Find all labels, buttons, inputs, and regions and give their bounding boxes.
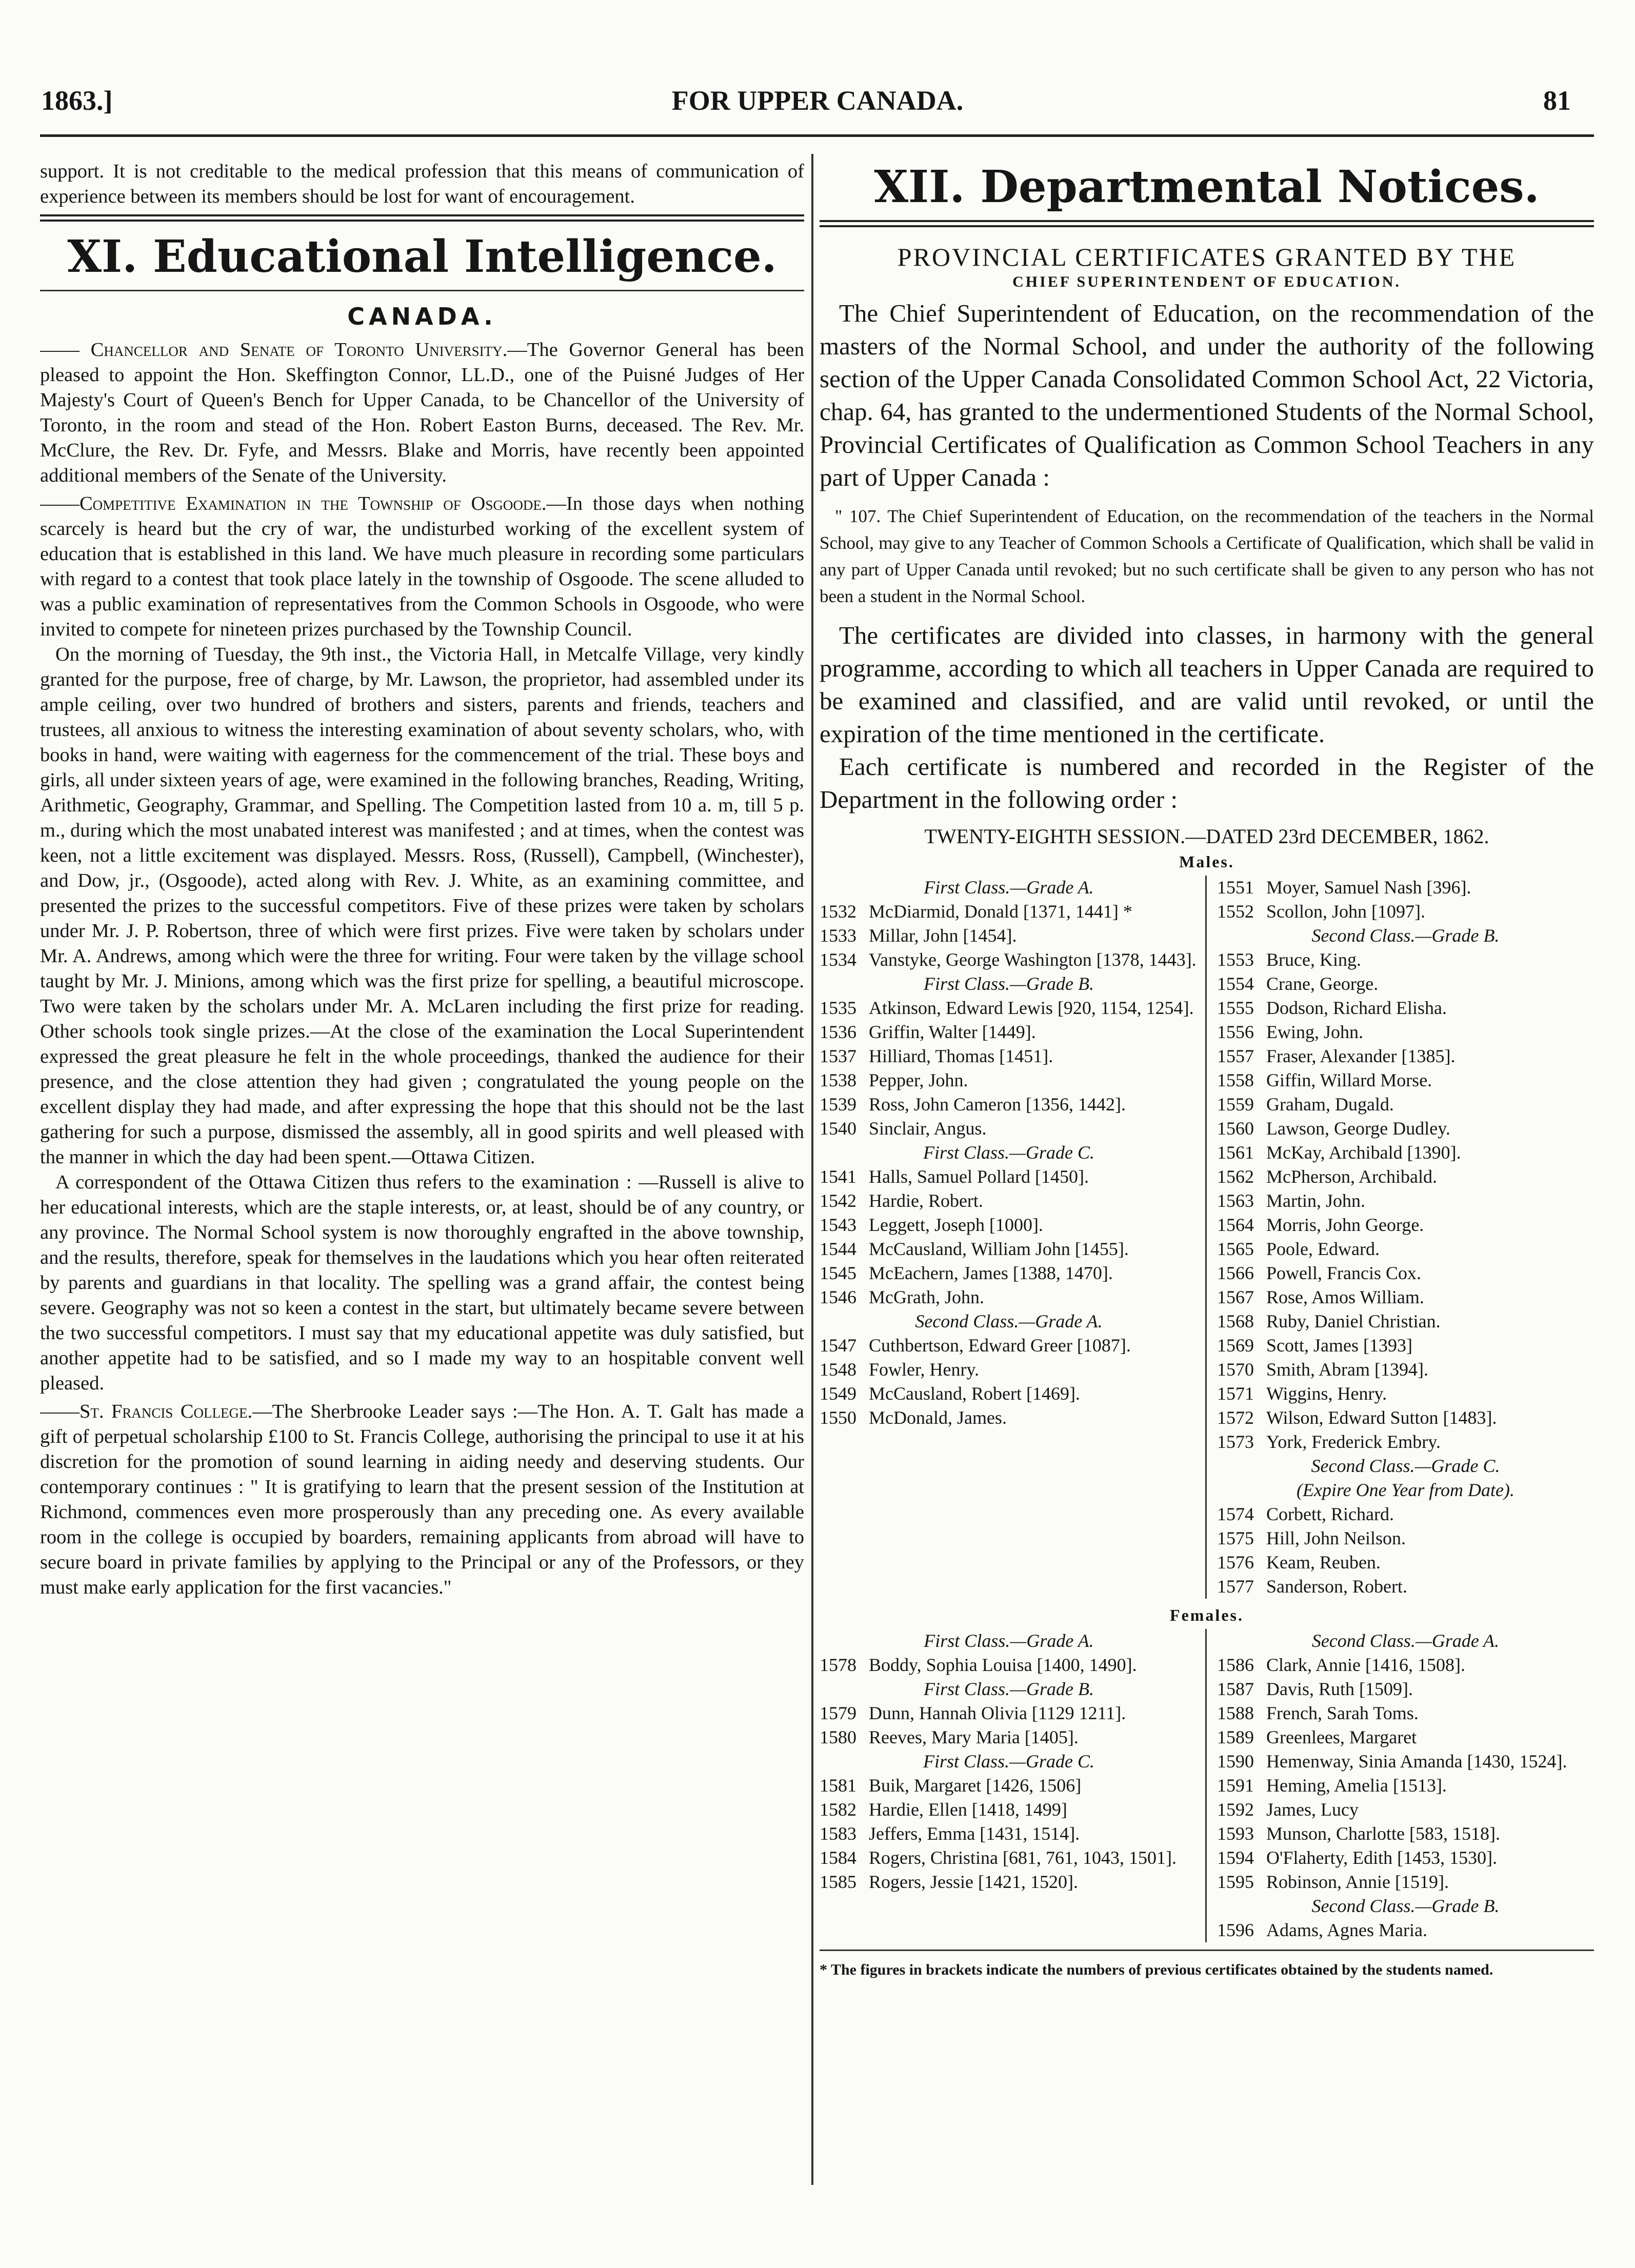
certificate-number: 1589 xyxy=(1217,1727,1254,1747)
student-name: Dunn, Hannah Olivia [1129 1211]. xyxy=(869,1703,1126,1723)
student-name: McDiarmid, Donald [1371, 1441] * xyxy=(869,901,1132,922)
student-name: French, Sarah Toms. xyxy=(1266,1703,1419,1723)
certificate-number: 1570 xyxy=(1217,1359,1254,1380)
student-name: Wilson, Edward Sutton [1483]. xyxy=(1266,1407,1497,1428)
column-divider xyxy=(811,154,813,2185)
student-name: Corbett, Richard. xyxy=(1266,1504,1394,1524)
males-list xyxy=(820,876,1594,1599)
student-name: Dodson, Richard Elisha. xyxy=(1266,998,1447,1018)
males-heading: Males. xyxy=(1179,852,1234,871)
student-name: James, Lucy xyxy=(1266,1799,1359,1820)
student-name: McEachern, James [1388, 1470]. xyxy=(869,1263,1113,1283)
student-name: Ross, John Cameron [1356, 1442]. xyxy=(869,1094,1126,1115)
certificate-number: 1540 xyxy=(820,1118,856,1139)
certificate-number: 1547 xyxy=(820,1335,856,1356)
student-name: Fowler, Henry. xyxy=(869,1359,980,1380)
student-name: Rogers, Christina [681, 761, 1043, 1501]. xyxy=(869,1847,1177,1868)
certificate-number: 1551 xyxy=(1217,877,1254,898)
certificate-number: 1537 xyxy=(820,1046,856,1066)
certificate-entry xyxy=(820,1870,1198,1894)
certificate-entry xyxy=(820,1068,1198,1092)
certificate-number: 1534 xyxy=(820,949,856,970)
student-name: Bruce, King. xyxy=(1266,949,1361,970)
footnote: * The figures in brackets indicate the numbers of previous certificates obtained by the students named. xyxy=(820,1961,1493,1978)
certificate-entry xyxy=(1217,1141,1594,1165)
certificate-number: 1549 xyxy=(820,1383,856,1404)
student-name: Powell, Francis Cox. xyxy=(1266,1263,1421,1283)
class-grade-heading: Second Class.—Grade B. xyxy=(1311,1896,1500,1916)
student-name: Ewing, John. xyxy=(1266,1022,1363,1042)
certificate-number: 1593 xyxy=(1217,1823,1254,1844)
student-name: Pepper, John. xyxy=(869,1070,968,1090)
class-grade-heading: First Class.—Grade C. xyxy=(923,1142,1095,1163)
student-name: Scollon, John [1097]. xyxy=(1266,901,1425,922)
certificate-entry xyxy=(1217,1237,1594,1261)
certificate-number: 1542 xyxy=(820,1190,856,1211)
student-name: Moyer, Samuel Nash [396]. xyxy=(1266,877,1471,898)
certificate-number: 1532 xyxy=(820,901,856,922)
certificate-number: 1548 xyxy=(820,1359,856,1380)
student-name: Hilliard, Thomas [1451]. xyxy=(869,1046,1053,1066)
section-rule xyxy=(40,214,804,222)
certificate-entry xyxy=(1217,900,1594,924)
certificate-number: 1579 xyxy=(820,1703,856,1723)
class-grade-heading: Second Class.—Grade B. xyxy=(1311,925,1500,946)
certificate-number: 1562 xyxy=(1217,1166,1254,1187)
certificate-entry xyxy=(1217,1044,1594,1068)
article-toronto-university xyxy=(40,337,804,488)
females-list xyxy=(820,1629,1594,1942)
footnote-rule xyxy=(820,1949,1594,1951)
certificate-entry xyxy=(1217,1165,1594,1189)
student-name: Greenlees, Margaret xyxy=(1266,1727,1417,1747)
student-name: Rogers, Jessie [1421, 1520]. xyxy=(869,1872,1078,1892)
certificate-number: 1584 xyxy=(820,1847,856,1868)
certificate-entry xyxy=(820,1213,1198,1237)
class-grade-heading: First Class.—Grade B. xyxy=(923,1679,1094,1699)
student-name: Hardie, Robert. xyxy=(869,1190,983,1211)
certificate-number: 1581 xyxy=(820,1775,856,1796)
student-name: McPherson, Archibald. xyxy=(1266,1166,1437,1187)
certificates-register: Each certificate is numbered and recorded in the Register of the Department in the following order : xyxy=(820,752,1594,813)
certificate-entry xyxy=(1217,1092,1594,1117)
section-rule-thin xyxy=(40,290,804,291)
certificate-entry xyxy=(1217,1798,1594,1822)
certificate-number: 1588 xyxy=(1217,1703,1254,1723)
certificate-number: 1573 xyxy=(1217,1431,1254,1452)
student-name: Smith, Abram [1394]. xyxy=(1266,1359,1428,1380)
student-name: Robinson, Annie [1519]. xyxy=(1266,1872,1449,1892)
student-name: Buik, Margaret [1426, 1506] xyxy=(869,1775,1082,1796)
section-title-educational-intelligence: XI. Educational Intelligence. xyxy=(67,231,777,283)
page-header-title: FOR UPPER CANADA. xyxy=(671,85,964,116)
certificate-entry xyxy=(1217,1382,1594,1406)
student-name: Morris, John George. xyxy=(1266,1215,1424,1235)
article-body: —The Sherbrooke Leader says :—The Hon. A. T. Galt has made a gift of perpetual scholarship £100 to St. Francis College, authorising the principal to use it at his discretion for the promotion of sound learning in aiding needy and deserving students. Our contemporary continues : " It is gratifying to learn that the present session of the Institution at Richmond, commences even more prosperously than any preceding one. As every available room in the college is occupied by boarders, remaining applicants from abroad will have to secure board in private families by applying to the Principal or any of the Professors, or they must make early application for the first vacancies." xyxy=(40,1401,804,1598)
certificate-number: 1553 xyxy=(1217,949,1254,970)
student-name: Hill, John Neilson. xyxy=(1266,1528,1406,1548)
certificate-entry xyxy=(820,1701,1198,1725)
certificate-entry xyxy=(820,1358,1198,1382)
certificate-entry xyxy=(1217,1334,1594,1358)
certificate-number: 1555 xyxy=(1217,998,1254,1018)
certificate-number: 1546 xyxy=(820,1287,856,1307)
certificate-entry xyxy=(820,1846,1198,1870)
certificate-number: 1561 xyxy=(1217,1142,1254,1163)
certificate-number: 1564 xyxy=(1217,1215,1254,1235)
females-list-right xyxy=(1207,1629,1594,1942)
student-name: York, Frederick Embry. xyxy=(1266,1431,1441,1452)
certificate-entry xyxy=(1217,1020,1594,1044)
certificate-number: 1563 xyxy=(1217,1190,1254,1211)
class-grade-heading: Second Class.—Grade A. xyxy=(915,1311,1103,1331)
certificate-entry xyxy=(1217,948,1594,972)
certificate-entry xyxy=(820,1406,1198,1430)
certificate-number: 1557 xyxy=(1217,1046,1254,1066)
certificate-entry xyxy=(820,1092,1198,1117)
certificate-entry xyxy=(1217,1550,1594,1575)
class-grade-heading: First Class.—Grade A. xyxy=(924,1630,1094,1651)
certificate-number: 1582 xyxy=(820,1799,856,1820)
article-osgoode xyxy=(40,491,804,642)
article-lead: ——Competitive Examination in the Township of Osgoode. xyxy=(40,493,547,514)
class-grade-heading: (Expire One Year from Date). xyxy=(1297,1480,1514,1500)
student-name: Fraser, Alexander [1385]. xyxy=(1266,1046,1455,1066)
student-name: Graham, Dugald. xyxy=(1266,1094,1394,1115)
student-name: Clark, Annie [1416, 1508]. xyxy=(1266,1655,1465,1675)
article-ottawa-citizen: A correspondent of the Ottawa Citizen thus refers to the examination : —Russell is alive to her educational interests, which are the staple interests, or, at least, should be of any country, or any province. The Normal School system is now thoroughly engrafted in the above township, and the results, therefore, speak for themselves in the laudations which you hear often reiterated by parents and guardians in that locality. The spelling was a grand affair, the contest being severe. Geography was not so keen a contest in the start, but ultimately became severe between the two successful competitors. I must say that my educational appetite was duly satisfied, but another appetite had to be satisfied, and so I made my way to an hospitable convent well pleased. xyxy=(40,1171,804,1394)
certificate-entry xyxy=(1217,1213,1594,1237)
student-name: Cuthbertson, Edward Greer [1087]. xyxy=(869,1335,1131,1356)
females-heading: Females. xyxy=(1170,1606,1244,1624)
certificate-entry xyxy=(1217,1117,1594,1141)
certificate-entry xyxy=(820,900,1198,924)
certificate-number: 1552 xyxy=(1217,901,1254,922)
certificate-entry xyxy=(1217,1309,1594,1334)
student-name: Keam, Reuben. xyxy=(1266,1552,1381,1573)
certificate-entry xyxy=(1217,1189,1594,1213)
certificate-number: 1596 xyxy=(1217,1920,1254,1940)
student-name: Poole, Edward. xyxy=(1266,1239,1380,1259)
certificate-number: 1578 xyxy=(820,1655,856,1675)
certificate-entry xyxy=(820,996,1198,1020)
student-name: Millar, John [1454]. xyxy=(869,925,1017,946)
certificate-entry xyxy=(820,1725,1198,1749)
certificate-number: 1560 xyxy=(1217,1118,1254,1139)
certificate-entry xyxy=(820,1798,1198,1822)
student-name: Lawson, George Dudley. xyxy=(1266,1118,1450,1139)
females-list-left xyxy=(820,1629,1207,1942)
class-grade-heading: Second Class.—Grade A. xyxy=(1311,1630,1500,1651)
certificate-entry xyxy=(1217,1822,1594,1846)
certificate-entry xyxy=(820,1189,1198,1213)
student-name: Martin, John. xyxy=(1266,1190,1365,1211)
certificate-entry xyxy=(820,1117,1198,1141)
certificates-classes: The certificates are divided into classes, in harmony with the general programme, according to which all teachers in Upper Canada are required to be examined and classified, and are valid until revoked, or until the expiration of the time mentioned in the certificate. xyxy=(820,621,1594,748)
certificate-number: 1559 xyxy=(1217,1094,1254,1115)
student-name: Sinclair, Angus. xyxy=(869,1118,987,1139)
student-name: Sanderson, Robert. xyxy=(1266,1576,1407,1597)
left-column xyxy=(40,159,804,2180)
certificate-entry xyxy=(1217,972,1594,996)
certificate-entry xyxy=(1217,1701,1594,1725)
student-name: Atkinson, Edward Lewis [920, 1154, 1254]. xyxy=(869,998,1194,1018)
certificate-entry xyxy=(1217,1285,1594,1309)
certificate-entry xyxy=(820,1165,1198,1189)
certificate-number: 1576 xyxy=(1217,1552,1254,1573)
certificates-intro: The Chief Superintendent of Education, on the recommendation of the masters of the Normal School, and under the authority of the following section of the Upper Canada Consolidated Common School Act, 22 Victoria, chap. 64, has granted to the undermentioned Students of the Normal School, Provincial Certificates of Qualification as Common School Teachers in any part of Upper Canada : xyxy=(820,299,1594,491)
males-list-right xyxy=(1207,876,1594,1599)
certificate-entry xyxy=(1217,876,1594,900)
student-name: Ruby, Daniel Christian. xyxy=(1266,1311,1441,1331)
certificate-entry xyxy=(820,924,1198,948)
certificate-number: 1580 xyxy=(820,1727,856,1747)
session-heading: TWENTY-EIGHTH SESSION.—DATED 23rd DECEMBER, 1862. xyxy=(924,825,1489,848)
certificate-entry xyxy=(1217,1358,1594,1382)
certificate-number: 1545 xyxy=(820,1263,856,1283)
certificate-entry xyxy=(1217,1653,1594,1677)
certificate-entry xyxy=(1217,1406,1594,1430)
student-name: Halls, Samuel Pollard [1450]. xyxy=(869,1166,1089,1187)
certificate-entry xyxy=(820,1774,1198,1798)
certificate-number: 1538 xyxy=(820,1070,856,1090)
student-name: Heming, Amelia [1513]. xyxy=(1266,1775,1447,1796)
certificate-number: 1533 xyxy=(820,925,856,946)
student-name: Crane, George. xyxy=(1266,973,1379,994)
student-name: Jeffers, Emma [1431, 1514]. xyxy=(869,1823,1080,1844)
certificate-entry xyxy=(1217,1526,1594,1550)
certificate-number: 1594 xyxy=(1217,1847,1254,1868)
student-name: Hardie, Ellen [1418, 1499] xyxy=(869,1799,1067,1820)
certificate-number: 1543 xyxy=(820,1215,856,1235)
certificate-number: 1590 xyxy=(1217,1751,1254,1772)
certificate-number: 1591 xyxy=(1217,1775,1254,1796)
section-title-departmental-notices: XII. Departmental Notices. xyxy=(874,161,1540,213)
header-rule xyxy=(40,134,1594,137)
certificate-entry xyxy=(1217,1261,1594,1285)
certificate-entry xyxy=(820,1237,1198,1261)
student-name: McCausland, Robert [1469]. xyxy=(869,1383,1080,1404)
certificate-number: 1575 xyxy=(1217,1528,1254,1548)
student-name: McCausland, William John [1455]. xyxy=(869,1239,1129,1259)
student-name: Hemenway, Sinia Amanda [1430, 1524]. xyxy=(1266,1751,1567,1772)
certificate-number: 1544 xyxy=(820,1239,856,1259)
certificate-number: 1567 xyxy=(1217,1287,1254,1307)
student-name: Griffin, Walter [1449]. xyxy=(869,1022,1036,1042)
certificate-number: 1535 xyxy=(820,998,856,1018)
class-grade-heading: First Class.—Grade C. xyxy=(923,1751,1095,1772)
student-name: Reeves, Mary Maria [1405]. xyxy=(869,1727,1079,1747)
certificate-entry xyxy=(1217,1502,1594,1526)
act-quotation: " 107. The Chief Superintendent of Education, on the recommendation of the teachers in the Normal School, may give to any Teacher of Common Schools a Certificate of Qualification, which shall be valid in any part of Upper Canada until revoked; but no such certificate shall be given to any person who has not been a student in the Normal School. xyxy=(820,506,1594,606)
student-name: Scott, James [1393] xyxy=(1266,1335,1412,1356)
certificate-number: 1595 xyxy=(1217,1872,1254,1892)
intro-paragraph: support. It is not creditable to the medical profession that this means of communication of experience between its members should be lost for want of encouragement. xyxy=(40,161,804,207)
certificate-entry xyxy=(820,1020,1198,1044)
certificate-entry xyxy=(1217,996,1594,1020)
certificate-number: 1536 xyxy=(820,1022,856,1042)
article-st-francis-college xyxy=(40,1399,804,1600)
student-name: Boddy, Sophia Louisa [1400, 1490]. xyxy=(869,1655,1137,1675)
student-name: McKay, Archibald [1390]. xyxy=(1266,1142,1461,1163)
certificate-entry xyxy=(1217,1725,1594,1749)
article-osgoode-continued: On the morning of Tuesday, the 9th inst., the Victoria Hall, in Metcalfe Village, very kindly granted for the purpose, free of charge, by Mr. Lawson, the proprietor, had assembled under its ample ceiling, over two hundred of brothers and sisters, parents and friends, teachers and trustees, all anxious to witness the interesting examination of about seventy scholars, who, with books in hand, were waiting with eagerness for the commencement of the trial. These boys and girls, all under sixteen years of age, were examined in the following branches, Reading, Writing, Arithmetic, Geography, Grammar, and Spelling. The Competition lasted from 10 a. m, till 5 p. m., during which the most unabated interest was manifested ; and at times, when the contest was keen, not a little excitement was displayed. Messrs. Ross, (Russell), Campbell, (Winchester), and Dow, jr., (Osgoode), acted along with Rev. J. White, as an examining committee, and presented the prizes to the successful competitors. Five of these prizes were taken by scholars under Mr. J. P. Robertson, three of which were first prizes. Five were taken by scholars under Mr. A. Andrews, among which were the three for writing. Four were taken by the village school taught by Mr. J. Minions, among which was the first prize for spelling, a beautiful microscope. Two were taken by the scholars under Mr. A. McLaren including the first prize for reading. Other schools took single prizes.—At the close of the examination the Local Superintendent expressed the great pleasure he felt in the whole proceedings, thanked the audience for their presence, and the close attention they had given ; congratulated the young people on the excellent display they had made, and after expressing the hope that this should not be the last gathering for such a purpose, dismissed the assembly, all in good spirits and well pleased with the manner in which the day had been spent.—Ottawa Citizen. xyxy=(40,644,804,1168)
certificate-number: 1539 xyxy=(820,1094,856,1115)
class-grade-heading: Second Class.—Grade C. xyxy=(1311,1456,1500,1476)
certificate-number: 1558 xyxy=(1217,1070,1254,1090)
males-list-left xyxy=(820,876,1207,1599)
student-name: Vanstyke, George Washington [1378, 1443]. xyxy=(869,949,1197,970)
article-lead: ——St. Francis College. xyxy=(40,1401,253,1422)
certificate-entry xyxy=(820,1334,1198,1358)
certificate-number: 1568 xyxy=(1217,1311,1254,1331)
certificate-entry xyxy=(1217,1068,1594,1092)
certificate-number: 1571 xyxy=(1217,1383,1254,1404)
right-column xyxy=(820,159,1594,2180)
certificate-number: 1554 xyxy=(1217,973,1254,994)
certificate-entry xyxy=(820,1044,1198,1068)
article-lead: —— Chancellor and Senate of Toronto University. xyxy=(40,339,508,361)
certificate-entry xyxy=(820,948,1198,972)
certificate-number: 1566 xyxy=(1217,1263,1254,1283)
certificate-entry xyxy=(820,1382,1198,1406)
certificate-entry xyxy=(1217,1677,1594,1701)
certificate-entry xyxy=(1217,1430,1594,1454)
certificate-number: 1586 xyxy=(1217,1655,1254,1675)
student-name: Leggett, Joseph [1000]. xyxy=(869,1215,1043,1235)
certificates-subheading: CHIEF SUPERINTENDENT OF EDUCATION. xyxy=(1012,273,1401,290)
page-header-date: 1863.] xyxy=(41,85,113,116)
certificates-heading: PROVINCIAL CERTIFICATES GRANTED BY THE xyxy=(897,243,1517,271)
country-heading: CANADA. xyxy=(347,303,497,330)
certificate-number: 1587 xyxy=(1217,1679,1254,1699)
certificate-entry xyxy=(820,1261,1198,1285)
certificate-entry xyxy=(820,1285,1198,1309)
student-name: Davis, Ruth [1509]. xyxy=(1266,1679,1413,1699)
certificate-number: 1569 xyxy=(1217,1335,1254,1356)
certificate-entry xyxy=(820,1653,1198,1677)
certificate-entry xyxy=(1217,1846,1594,1870)
student-name: Munson, Charlotte [583, 1518]. xyxy=(1266,1823,1500,1844)
certificate-entry xyxy=(1217,1870,1594,1894)
student-name: O'Flaherty, Edith [1453, 1530]. xyxy=(1266,1847,1498,1868)
article-body: —The Governor General has been pleased to appoint the Hon. Skeffington Connor, LL.D., one of the Puisné Judges of Her Majesty's Court of Queen's Bench for Upper Canada, to be Chancellor of the University of Toronto, in the room and stead of the Hon. Robert Easton Burns, deceased. The Rev. Mr. McClure, the Rev. Dr. Fyfe, and Messrs. Blake and Morris, have recently been appointed additional members of the Senate of the University. xyxy=(40,339,804,486)
certificate-number: 1550 xyxy=(820,1407,856,1428)
certificate-number: 1583 xyxy=(820,1823,856,1844)
certificate-number: 1574 xyxy=(1217,1504,1254,1524)
class-grade-heading: First Class.—Grade B. xyxy=(923,973,1094,994)
page-number: 81 xyxy=(1543,85,1571,116)
section-rule xyxy=(820,220,1594,227)
student-name: Wiggins, Henry. xyxy=(1266,1383,1387,1404)
certificate-number: 1565 xyxy=(1217,1239,1254,1259)
certificate-entry xyxy=(820,1822,1198,1846)
article-body: —In those days when nothing scarcely is heard but the cry of war, the undisturbed working of the excellent system of education that is established in this land. We have much pleasure in recording some particulars with regard to a contest that took place lately in the township of Osgoode. The scene alluded to was a public examination of representatives from the Common Schools in Osgoode, who were invited to compete for nineteen prizes purchased by the Township Council. xyxy=(40,493,804,640)
certificate-entry xyxy=(1217,1774,1594,1798)
student-name: McGrath, John. xyxy=(869,1287,984,1307)
student-name: McDonald, James. xyxy=(869,1407,1007,1428)
certificate-number: 1556 xyxy=(1217,1022,1254,1042)
certificate-number: 1541 xyxy=(820,1166,856,1187)
student-name: Adams, Agnes Maria. xyxy=(1266,1920,1427,1940)
certificate-entry xyxy=(1217,1749,1594,1774)
certificate-entry xyxy=(1217,1918,1594,1942)
certificate-number: 1592 xyxy=(1217,1799,1254,1820)
certificate-number: 1572 xyxy=(1217,1407,1254,1428)
certificate-number: 1585 xyxy=(820,1872,856,1892)
certificate-entry xyxy=(1217,1575,1594,1599)
student-name: Giffin, Willard Morse. xyxy=(1266,1070,1432,1090)
student-name: Rose, Amos William. xyxy=(1266,1287,1424,1307)
certificate-number: 1577 xyxy=(1217,1576,1254,1597)
class-grade-heading: First Class.—Grade A. xyxy=(924,877,1094,898)
